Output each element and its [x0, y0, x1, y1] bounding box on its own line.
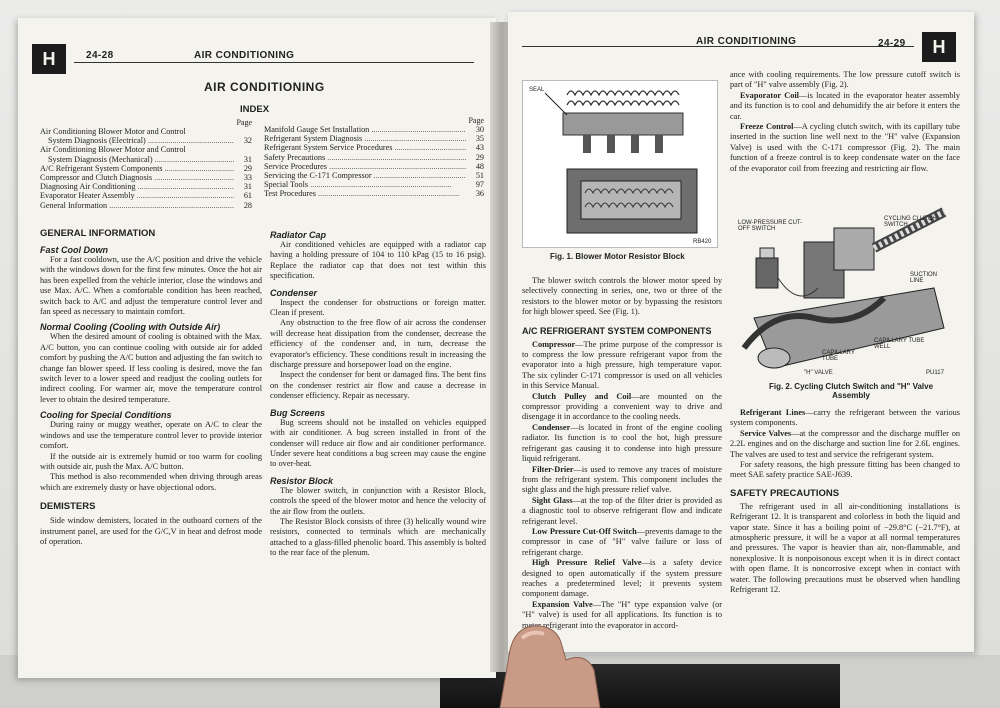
special-conditions-heading: Cooling for Special Conditions	[40, 410, 172, 421]
index-entry-page: 33	[243, 173, 252, 183]
right-lower-column	[730, 408, 960, 596]
expansion-continuation: ance with cooling requirements. The low pressure cutoff switch is part of "H" valve assembly (Fig. 2).	[730, 70, 960, 90]
index-entry-page: 51	[475, 171, 484, 181]
index-entry-title: Test Procedures .....	[264, 189, 466, 198]
index-entry-page: 29	[475, 152, 484, 162]
fast-cooldown-heading: Fast Cool Down	[40, 245, 108, 255]
index-entry-title: Service Procedures .....	[264, 162, 466, 171]
logo: H	[32, 44, 66, 74]
special-conditions-text-2: If the outside air is extremely humid or too warm for cooling with outside air, push the Max. A/C button.	[40, 451, 262, 471]
service-valves-term: Service Valves	[740, 428, 792, 438]
component-text: —is located in front of the engine cooling radiator. Its function is to cool the hot, high pressure refrigerant gas causing it to condense into high pressure liquid refrigerant.	[522, 422, 722, 464]
fig1-caption: Fig. 1. Blower Motor Resistor Block	[550, 252, 685, 261]
index-entry-title: Servicing the C-171 Compressor .....	[264, 171, 466, 180]
index-entry-title: Diagnosing Air Conditioning .....	[40, 182, 234, 191]
figure-1-resistor-block	[522, 80, 718, 248]
resistor-block-heading: Resistor Block	[270, 475, 334, 486]
normal-cooling-text: When the desired amount of cooling is obtained with the Max. A/C button, you can continue cooling with outside air for added comfort by pushing the A/C button and adjusting the fan switch to change fan blower speed. If less cooling is desired, move the fan switch lever to a lower speed and readjust the cooling outlets for indirect cooling. For warmer air, move the temperature control lever to obtain the desired temperature.	[40, 332, 262, 404]
left-column	[40, 228, 262, 547]
index-entry-title: Evaporator Heater Assembly .....	[40, 191, 234, 200]
capillary-tube-well-label: CAPILLARY TUBE WELL	[874, 338, 925, 350]
component-text: —The "H" type expansion valve (or "H" valve) is used for all applications. Its function is to meter refrigerant into the evaporator in accord-	[522, 599, 723, 630]
general-info-heading: GENERAL INFORMATION	[40, 228, 156, 239]
evaporator-coil-text: —is located in the evaporator heater assembly and its function is to cool and dehumidify the air before it enters the car.	[730, 90, 960, 121]
index-entry-title: A/C Refrigerant System Components .....	[40, 164, 234, 173]
left-page	[18, 18, 496, 678]
evaporator-coil-term: Evaporator Coil	[740, 90, 799, 100]
condenser-text-2: Any obstruction to the free flow of air across the condenser will decrease heat dissipation from the condenser, decrease the efficiency of the condenser and, in turn, decrease the evaporator's efficiency. These conditions result in increasing the discharge pressure and horsepower load on the engine.	[270, 318, 486, 370]
bug-screens-text: Bug screens should not be installed on vehicles equipped with air conditioner. A bug screen installed in front of the condenser will reduce air flow and air conditioner performance. Under severe heat conditions a bug screen may cause the engine to over-heat.	[270, 417, 486, 469]
fast-cooldown-text: For a fast cooldown, use the A/C position and drive the vehicle with the windows down for the first few minutes. Once the hot air has been expelled from the vehicle interior, close the windows and use Max. A/C. When a comfortable condition has been reached, switch back to A/C and adjust the temperature control lever and fan speed as necessary to maintain comfort.	[40, 255, 262, 317]
index-entry-title: Compressor and Clutch Diagnosis .....	[40, 173, 234, 182]
refrigerant-lines-text: —carry the refrigerant between the various system components.	[730, 408, 960, 428]
suction-line-label: SUCTION LINE	[910, 272, 937, 284]
index-entry	[264, 171, 484, 180]
low-pressure-label: LOW-PRESSURE CUT-OFF SWITCH	[738, 220, 803, 232]
capillary-tube-label: CAPILLARY TUBE	[822, 350, 855, 362]
index-page-label-right: Page	[468, 116, 484, 125]
index-heading: INDEX	[240, 104, 270, 115]
index-entry-title: Refrigerant System Service Procedures .....	[264, 143, 466, 152]
resistor-block-text-1: The blower switch, in conjunction with a Resistor Block, controls the speed of the blower motor and hence the velocity of the air flow from the outlets.	[270, 485, 486, 516]
special-conditions-text-3: This method is also recommended when driving through areas which are extremely dusty or have objectional odors.	[40, 472, 262, 492]
index-entry-title: Refrigerant System Diagnosis .....	[264, 134, 466, 143]
index-entry-page: 61	[243, 191, 252, 201]
index-entry	[40, 136, 252, 145]
component-paragraph	[522, 527, 722, 558]
index-entry-title: Safety Precautions .....	[264, 153, 466, 162]
right-right-column	[730, 70, 960, 174]
right-left-column	[522, 276, 722, 631]
index-entry	[40, 164, 252, 173]
index-entry-title: System Diagnosis (Mechanical) .....	[40, 155, 234, 164]
component-text: —is used to remove any traces of moisture from the refrigerant system. This component includes the sight glass and the high pressure relief valve.	[522, 464, 722, 495]
component-text: —at the top of the filter drier is provided as a diagnostic tool to observe refrigerant flow and indicate refrigerant level.	[522, 495, 722, 526]
index-entry	[40, 182, 252, 191]
index-entry-page: 43	[475, 143, 484, 153]
index-entry	[264, 153, 484, 162]
index-entry	[40, 201, 252, 210]
normal-cooling-heading: Normal Cooling (Cooling with Outside Air)	[40, 322, 221, 333]
index-entry-title: Air Conditioning Blower Motor and Control	[40, 127, 186, 136]
bug-screens-heading: Bug Screens	[270, 407, 326, 418]
index-entry	[264, 180, 484, 189]
index-entry	[264, 143, 484, 152]
right-page	[508, 12, 974, 652]
fig2-code: PU117	[926, 370, 944, 376]
safety-text: The refrigerant used in all air-conditioning installations is Refrigerant 12. It is transparent and colorless in both the liquid and vapor state. Since it has a boiling point of −29.8°C (−21.7°F), at atmospheric pressure, it will be a vapor at all normal temperatures and pressures. The vapor is heavier than air, non-flammable, and nonexplosive. It is nonpoisonous except when it is in direct contact with open flame. It is noncorrosive except when in contact with water. The following precautions must be observed when handling Refrigerant 12.	[730, 501, 960, 595]
page-number-right: 24-29	[878, 38, 906, 49]
index-entry	[264, 162, 484, 171]
components-heading: A/C REFRIGERANT SYSTEM COMPONENTS	[522, 325, 712, 336]
index-entry-page: 31	[243, 154, 252, 164]
blower-text: The blower switch controls the blower motor speed by selectively connecting in series, one, two or three of the resistors to the blower motor or by bypassing the resistors for high blower speed. See (Fig. 1).	[522, 276, 722, 317]
freeze-control-term: Freeze Control	[740, 122, 794, 132]
index-entry-title: Air Conditioning Blower Motor and Control	[40, 145, 186, 155]
component-paragraph	[522, 496, 722, 527]
component-text: —The prime purpose of the compressor is to compress the low pressure refrigerant vapor from the evaporator into a high pressure, high temperature vapor. The six cylinder C-171 compressor is used on all vehicles in this Service Manual.	[522, 339, 722, 391]
index-entry-page: 36	[475, 189, 484, 199]
component-term: Clutch Pulley and Coil	[532, 391, 632, 401]
running-head-right: AIR CONDITIONING	[696, 36, 797, 47]
h-valve-label: "H" VALVE	[804, 370, 833, 376]
fig2-caption: Fig. 2. Cycling Clutch Switch and "H" Valve Assembly	[768, 382, 934, 400]
radiator-cap-heading: Radiator Cap	[270, 230, 327, 240]
component-text: —are mounted on the compressor providing a convenient way to drive and disengage it in accordance to the cooling needs.	[522, 391, 722, 422]
service-valves-text-2: For safety reasons, the high pressure fitting has been changed to meet SAE safety practice SAE-J639.	[730, 460, 960, 480]
component-paragraph	[522, 423, 722, 465]
index-entry-page: 97	[475, 180, 484, 190]
condenser-heading: Condenser	[270, 287, 318, 298]
index-right	[264, 116, 484, 199]
index-entry-title: General Information .....	[40, 201, 234, 210]
component-paragraph	[522, 340, 722, 392]
component-paragraph	[522, 392, 722, 423]
freeze-control-text: —A cycling clutch switch, with its capillary tube inserted in the suction line well next to the "H" valve (Expansion Valve) is used with the C-171 compressor (Fig. 2). The main function of a freeze control is to keep condensate water on the face of the evaporator coil from freezing and restricting air flow.	[730, 122, 960, 173]
component-paragraph	[522, 465, 722, 496]
index-entry-title: System Diagnosis (Electrical) .....	[40, 136, 234, 145]
index-entry	[264, 189, 484, 198]
index-entry-title: Special Tools .....	[264, 180, 466, 189]
component-term: Low Pressure Cut-Off Switch	[532, 526, 637, 536]
refrigerant-lines-term: Refrigerant Lines	[740, 408, 806, 417]
radiator-cap-text: Air conditioned vehicles are equipped with a radiator cap having a holding pressure of 104 to 110 kPag (15 to 16 psig). Replace the radiator cap that does not test within this specification.	[270, 240, 486, 281]
index-entry	[40, 191, 252, 200]
index-entry-page: 29	[243, 163, 252, 173]
page-number: 24-28	[86, 50, 114, 61]
special-conditions-text-1: During rainy or muggy weather, operate on A/C to clear the windows and use the temperature control lever to provide interior comfort.	[40, 420, 262, 451]
demisters-heading: DEMISTERS	[40, 501, 96, 513]
component-text: —is a safety device designed to open automatically if the system pressure reaches a predetermined level; it prevents system component damage.	[522, 558, 722, 599]
index-entry-page: 30	[475, 125, 484, 134]
figure-2-h-valve	[734, 198, 958, 380]
index-entry-page: 35	[475, 134, 484, 144]
hand-photo	[470, 600, 610, 708]
index-left	[40, 118, 252, 210]
index-entry-page: 48	[475, 161, 484, 171]
cycling-clutch-label: CYCLING CLUTCH SWITCH	[884, 216, 937, 228]
index-entry-page: 32	[243, 136, 252, 146]
right-column	[270, 230, 486, 559]
running-head: AIR CONDITIONING	[194, 50, 295, 61]
logo-right: H	[922, 32, 956, 62]
header-rule	[74, 62, 474, 63]
index-entry	[40, 155, 252, 164]
page-title: AIR CONDITIONING	[204, 80, 325, 94]
component-term: Condenser	[532, 422, 571, 432]
seal-label: SEAL	[529, 87, 545, 93]
index-page-label: Page	[236, 118, 252, 127]
service-valves-text: —at the compressor and the discharge muffler on 2.2L engines and on the discharge and suction line for 2.6L engines. The valves are used to test and service the refrigerant system.	[730, 428, 961, 459]
index-entry	[264, 125, 484, 134]
resistor-block-illustration	[523, 81, 719, 249]
index-entry-title: Manifold Gauge Set Installation .....	[264, 125, 466, 134]
condenser-text-3: Inspect the condenser for bent or damaged fins. The bent fins on the condenser restrict air flow and cause a decrease in condenser efficiency. Repair as necessary.	[270, 370, 486, 401]
component-text: —prevents damage to the compressor in case of "H" valve failure or loss of refrigerant charge.	[522, 526, 722, 557]
component-term: High Pressure Relief Valve	[532, 558, 642, 568]
index-entry	[264, 134, 484, 143]
component-term: Sight Glass	[532, 495, 573, 505]
demisters-text: Side window demisters, located in the outboard corners of the instrument panel, are used for the G/C,V in heat and defrost mode of operation.	[40, 516, 262, 546]
component-term: Compressor	[532, 339, 576, 349]
index-entry	[40, 173, 252, 182]
resistor-block-text-2: The Resistor Block consists of three (3) helically wound wire resistors, connected to terminals which are mechanically attached to a glass-filled phenolic board. This assembly is bolted to the rear face of the plenum.	[270, 516, 486, 558]
fig1-code: RB420	[693, 239, 712, 245]
index-entry-page: 28	[243, 200, 252, 210]
component-term: Filter-Drier	[532, 464, 574, 474]
index-entry-page: 31	[243, 182, 252, 192]
component-paragraph	[522, 558, 722, 600]
condenser-text-1: Inspect the condenser for obstructions or foreign matter. Clean if present.	[270, 297, 486, 318]
component-term: Expansion Valve	[532, 599, 593, 609]
safety-heading: SAFETY PRECAUTIONS	[730, 487, 840, 499]
